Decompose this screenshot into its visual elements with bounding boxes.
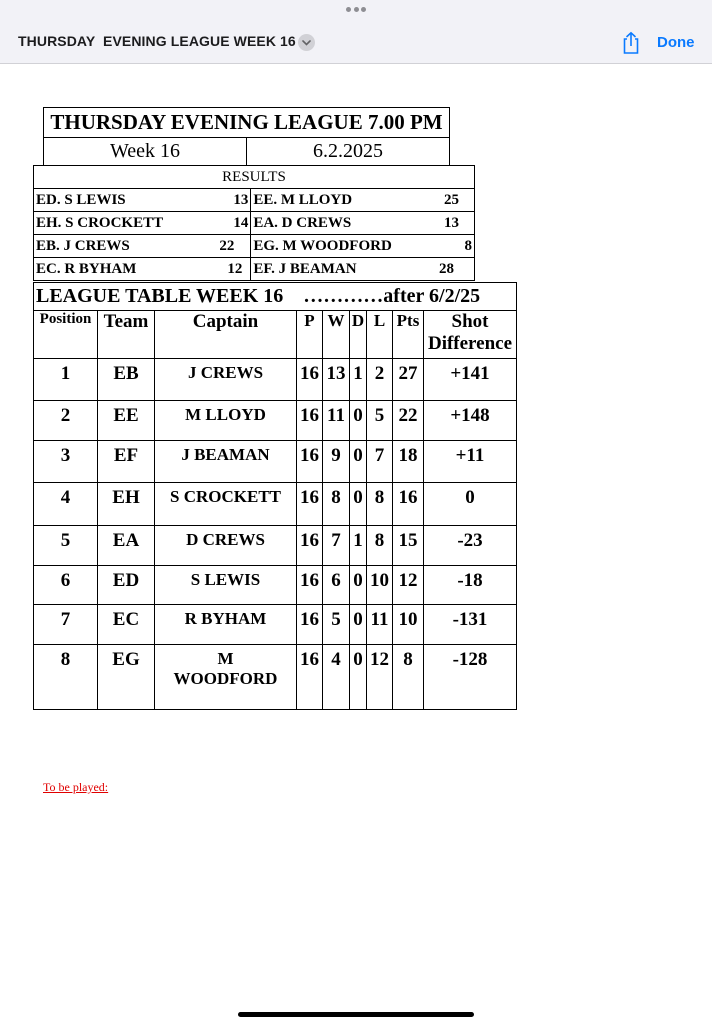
result-row [34,189,475,212]
table-row [34,526,517,566]
table-row [34,645,517,710]
done-button[interactable]: Done [657,34,695,51]
position: 6 [34,566,98,605]
document-title[interactable]: THURSDAY EVENING LEAGUE WEEK 16 [18,33,296,49]
won: 8 [323,483,350,526]
col-team: Team [98,311,155,359]
home-team: EB. J CREWS [34,235,212,258]
lost: 11 [367,605,393,645]
league-title: THURSDAY EVENING LEAGUE 7.00 PM [44,108,450,138]
after-date: …………after 6/2/25 [303,285,481,307]
won: 6 [323,566,350,605]
drawn: 0 [350,605,367,645]
position: 3 [34,441,98,483]
viewer-toolbar [0,0,712,64]
played: 16 [297,483,323,526]
team-code: EH [98,483,155,526]
captain: J CREWS [155,359,297,401]
captain: J BEAMAN [155,441,297,483]
team-code: EF [98,441,155,483]
shot-difference: -128 [424,645,517,710]
shot-difference: -131 [424,605,517,645]
position: 5 [34,526,98,566]
away-team: EA. D CREWS [251,212,437,235]
played: 16 [297,401,323,441]
away-team: EF. J BEAMAN [251,258,437,281]
drawn: 1 [350,526,367,566]
points: 27 [393,359,424,401]
position: 8 [34,645,98,710]
shot-difference: 0 [424,483,517,526]
table-row [34,401,517,441]
points: 18 [393,441,424,483]
home-score: 22 [211,235,250,258]
lost: 12 [367,645,393,710]
table-row [34,566,517,605]
won: 7 [323,526,350,566]
home-score: 12 [211,258,250,281]
drawn: 0 [350,483,367,526]
away-team: EG. M WOODFORD [251,235,437,258]
league-header-table [43,107,450,166]
result-row [34,258,475,281]
played: 16 [297,605,323,645]
team-code: EG [98,645,155,710]
col-shot-difference: Shot Difference [424,311,517,359]
table-row [34,441,517,483]
captain: S CROCKETT [155,483,297,526]
home-team: EH. S CROCKETT [34,212,212,235]
col-position: Position [34,311,98,359]
col-captain: Captain [155,311,297,359]
team-code: EB [98,359,155,401]
won: 5 [323,605,350,645]
results-heading: RESULTS [34,166,475,189]
home-team: ED. S LEWIS [34,189,212,212]
col-won: W [323,311,350,359]
away-score: 25 [437,189,475,212]
played: 16 [297,645,323,710]
away-score: 8 [437,235,475,258]
col-points: Pts [393,311,424,359]
shot-difference: +11 [424,441,517,483]
points: 12 [393,566,424,605]
week-label: Week 16 [44,138,247,166]
drawn: 0 [350,441,367,483]
team-code: EC [98,605,155,645]
chevron-down-icon[interactable] [298,34,315,51]
points: 8 [393,645,424,710]
team-code: ED [98,566,155,605]
to-be-played-link[interactable]: To be played: [43,780,109,794]
home-score: 14 [211,212,250,235]
ellipsis-icon[interactable] [346,7,366,13]
league-table-heading: LEAGUE TABLE WEEK 16 [36,285,284,307]
played: 16 [297,566,323,605]
result-row [34,235,475,258]
shot-difference: +141 [424,359,517,401]
away-team: EE. M LLOYD [251,189,437,212]
lost: 7 [367,441,393,483]
played: 16 [297,359,323,401]
points: 22 [393,401,424,441]
won: 13 [323,359,350,401]
away-score: 13 [437,212,475,235]
captain: M LLOYD [155,401,297,441]
table-row [34,359,517,401]
played: 16 [297,526,323,566]
lost: 5 [367,401,393,441]
captain: D CREWS [155,526,297,566]
position: 7 [34,605,98,645]
share-icon[interactable] [620,31,642,55]
league-table-title [34,283,517,311]
home-indicator[interactable] [238,1012,474,1017]
won: 4 [323,645,350,710]
lost: 2 [367,359,393,401]
away-score: 28 [437,258,475,281]
home-score: 13 [211,189,250,212]
shot-difference: -23 [424,526,517,566]
table-row [34,605,517,645]
league-table-header [34,311,517,359]
drawn: 0 [350,645,367,710]
captain: M WOODFORD [155,645,297,710]
played: 16 [297,441,323,483]
col-played: P [297,311,323,359]
position: 4 [34,483,98,526]
drawn: 1 [350,359,367,401]
points: 10 [393,605,424,645]
position: 1 [34,359,98,401]
team-code: EA [98,526,155,566]
match-date: 6.2.2025 [247,138,450,166]
captain: S LEWIS [155,566,297,605]
points: 15 [393,526,424,566]
league-table [33,282,517,710]
shot-difference: +148 [424,401,517,441]
drawn: 0 [350,566,367,605]
home-team: EC. R BYHAM [34,258,212,281]
lost: 10 [367,566,393,605]
col-drawn: D [350,311,367,359]
shot-difference: -18 [424,566,517,605]
col-lost: L [367,311,393,359]
position: 2 [34,401,98,441]
won: 9 [323,441,350,483]
won: 11 [323,401,350,441]
team-code: EE [98,401,155,441]
table-row [34,483,517,526]
captain: R BYHAM [155,605,297,645]
lost: 8 [367,526,393,566]
drawn: 0 [350,401,367,441]
result-row [34,212,475,235]
results-table [33,165,475,281]
lost: 8 [367,483,393,526]
points: 16 [393,483,424,526]
